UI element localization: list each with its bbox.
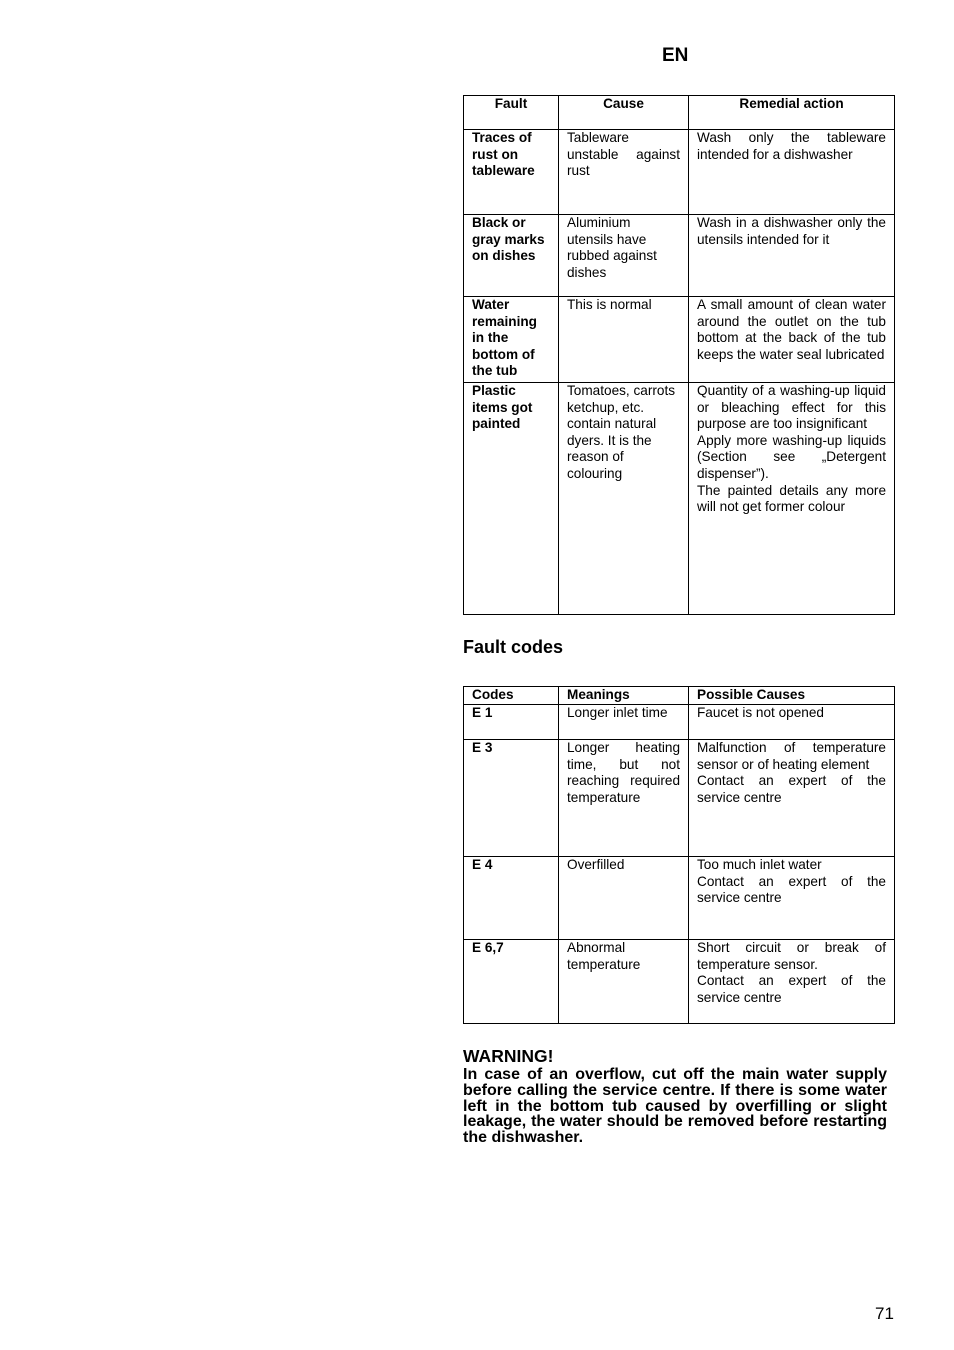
meaning-cell: Longer heating time, but not reaching required temperature	[559, 740, 689, 857]
column-header-remedial-action: Remedial action	[689, 96, 895, 130]
table-row	[464, 857, 895, 940]
table-row	[464, 130, 895, 215]
fault-codes-title: Fault codes	[463, 637, 564, 657]
table-header-row	[464, 687, 895, 705]
causes-cell	[689, 705, 895, 740]
causes-cell	[689, 940, 895, 1024]
column-header-possible-causes: Possible Causes	[689, 687, 895, 705]
fault-table	[463, 95, 895, 615]
table-row	[464, 705, 895, 740]
remedy-line: Quantity of a washing-up liquid or bleaching effect for this purpose are too insignificant	[697, 383, 886, 432]
fault-cell: Water remaining in the bottom of the tub	[464, 297, 559, 383]
remedy-line: Apply more washing-up liquids (Section see „Detergent dispenser”).	[697, 432, 886, 481]
cause-line: Malfunction of temperature sensor or of heating element	[697, 740, 886, 772]
table-row	[464, 215, 895, 297]
table-row	[464, 383, 895, 615]
fault-cell: Black or gray marks on dishes	[464, 215, 559, 297]
page-number: 71	[875, 1304, 894, 1323]
cause-line: Contact an expert of the service centre	[697, 973, 886, 1005]
cause-line: Short circuit or break of temperature sensor.	[697, 940, 886, 972]
fault-codes-table	[463, 686, 895, 1024]
meaning-cell: Overfilled	[559, 857, 689, 940]
code-cell: E 6,7	[464, 940, 559, 1024]
column-header-cause: Cause	[559, 96, 689, 130]
cause-line: Faucet is not opened	[697, 705, 824, 720]
fault-cell: Traces of rust on tableware	[464, 130, 559, 215]
cause-line: Contact an expert of the service centre	[697, 773, 886, 805]
table-row	[464, 740, 895, 857]
remedy-cell: Wash only the tableware intended for a dishwasher	[689, 130, 895, 215]
language-label: EN	[662, 45, 689, 66]
code-cell: E 3	[464, 740, 559, 857]
warning-title: WARNING!	[463, 1046, 554, 1066]
warning-text: In case of an overflow, cut off the main water supply before calling the service centre. If there is some water left in the bottom tub caused by overfilling or slight leakage, the water should be removed before restarting the dishwasher.	[463, 1066, 887, 1147]
remedy-cell: A small amount of clean water around the outlet on the tub bottom at the back of the tub keeps the water seal lubricated	[689, 297, 895, 383]
table-row	[464, 297, 895, 383]
column-header-fault: Fault	[464, 96, 559, 130]
remedy-cell	[689, 383, 895, 615]
table-header-row	[464, 96, 895, 130]
remedy-line: The painted details any more will not get former colour	[697, 482, 886, 515]
cause-cell: This is normal	[559, 297, 689, 383]
meaning-cell: Abnormal temperature	[559, 940, 689, 1024]
column-header-codes: Codes	[464, 687, 559, 705]
remedy-cell: Wash in a dishwasher only the utensils intended for it	[689, 215, 895, 297]
meaning-cell: Longer inlet time	[559, 705, 689, 740]
causes-cell	[689, 857, 895, 940]
code-cell: E 4	[464, 857, 559, 940]
fault-cell: Plastic items got painted	[464, 383, 559, 615]
column-header-meanings: Meanings	[559, 687, 689, 705]
cause-cell: Aluminium utensils have rubbed against dishes	[559, 215, 689, 297]
table-row	[464, 940, 895, 1024]
causes-cell	[689, 740, 895, 857]
cause-line: Too much inlet water	[697, 857, 822, 872]
code-cell: E 1	[464, 705, 559, 740]
cause-line: Contact an expert of the service centre	[697, 873, 886, 906]
cause-cell: Tomatoes, carrots ketchup, etc. contain natural dyers. It is the reason of colouring	[559, 383, 689, 615]
cause-cell: Tableware unstable against rust	[559, 130, 689, 215]
